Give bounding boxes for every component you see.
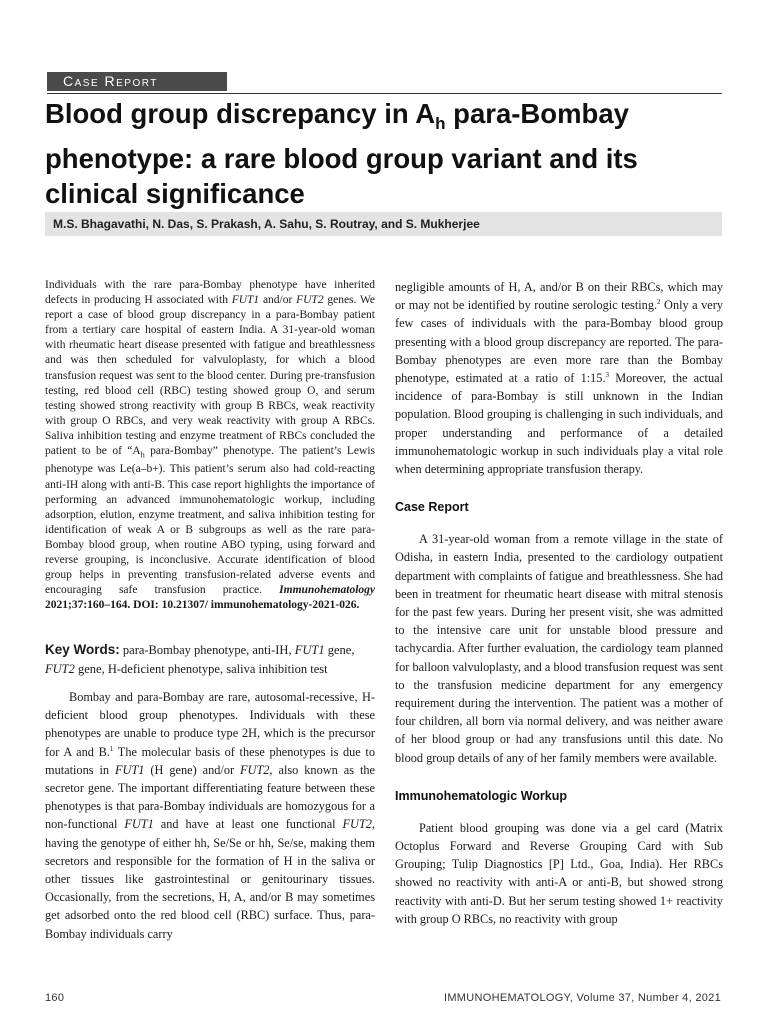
citation-journal: Immunohematology (279, 584, 376, 597)
keywords-gene-fut1: FUT1 (294, 643, 325, 657)
intro-block (45, 688, 375, 943)
author-list: M.S. Bhagavathi, N. Das, S. Prakash, A. Sahu, S. Routray, and S. Mukherjee (45, 212, 722, 236)
intro-text-6: having the genotype of either hh, Se/Se or hh, Se/se, making them secretors and responsible for the formation of H in the saliva or other tissues like gastrointestinal or genitourinary tissues. Occasionally, from the secretions, H, A, and/or B may sometimes get adsorbed onto the red blood cell (RBC) surface. Thus, para-Bombay individuals carry (45, 835, 375, 941)
ref-1: 1 (109, 744, 114, 753)
keywords-text-2: gene, (324, 643, 355, 657)
workup-heading: Immunohematologic Workup (395, 788, 567, 803)
intro-gene-fut1-b: FUT1 (124, 817, 154, 832)
keywords-text-3: gene, H-deficient phenotype, saliva inhibition test (74, 662, 328, 676)
keywords-gene-fut2: FUT2 (45, 662, 75, 676)
journal-footer: IMMUNOHEMATOLOGY, Volume 37, Number 4, 2021 (443, 992, 721, 1004)
intro-text-4: also known as the secretor gene. The important differentiating feature between these phenotypes is that para-Bombay individuals are homozygous for a non-functional (45, 762, 375, 832)
intro-text-3: (H gene) and/or (144, 762, 241, 777)
title-part1: Blood group discrepancy in A (45, 98, 436, 129)
right-intro-text-3: Moreover, the actual incidence of para-Bombay is still unknown in the Indian population. Blood grouping is challenging in such individuals, and proper understanding and performance of a detailed immunohematologic workup in such individuals play a vital role when determining appropriate transfusion therapy. (395, 371, 723, 477)
title-subscript: h (435, 114, 446, 133)
page-number: 160 (45, 992, 65, 1004)
intro-gene-fut1: FUT1 (115, 762, 145, 777)
abstract-text-b: genes. We report a case of blood group discrepancy in a para-Bombay patient from a tertiary care hospital of eastern India. A 31-year-old woman with rheumatic heart disease presented with fatigue and breathlessness and was then scheduled for valvuloplasty, for which a blood transfusion request was sent to the blood center. During pre-transfusion testing, red blood cell (RBC) testing showed group O, and serum testing showed strong reactivity with group B RBCs, weak reactivity with group O RBCs, and very weak reactivity with group A RBCs. Saliva inhibition testing and enzyme treatment of RBCs concluded the patient to be of “A (45, 294, 375, 458)
intro-gene-fut2-b: FUT2, (342, 817, 376, 832)
header-rule (47, 93, 722, 94)
abstract (45, 278, 375, 613)
intro-text-2: The molecular basis of these phenotypes is due to mutations in (45, 744, 375, 777)
keywords (45, 640, 375, 679)
abstract-subscript-h: h (140, 450, 145, 460)
title-part2: para-Bombay phenotype: a rare blood group variant and its clinical significance (45, 98, 638, 209)
right-column (395, 278, 723, 928)
right-intro-text-1: negligible amounts of H, A, and/or B on their RBCs, which may or may not be identified by routine serologic testing. (395, 280, 723, 313)
abstract-gene-fut2: FUT2 (296, 294, 324, 307)
keywords-text-1: para-Bombay phenotype, anti-IH, (119, 643, 295, 657)
ref-2: 2 (657, 298, 661, 307)
ref-3: 3 (605, 371, 610, 380)
abstract-text-a: Individuals with the rare para-Bombay phenotype have inherited defects in producing H associated with (45, 279, 375, 307)
right-intro-text-2: Only a very few cases of individuals with the para-Bombay blood group presenting with a blood group discrepancy are reported. The para-Bombay phenotypes are even more rare than the Bombay phenotype, estimated at a ratio of 1:15. (395, 298, 723, 386)
intro-paragraph (45, 688, 375, 943)
case-report-heading: Case Report (395, 500, 469, 515)
case-report-paragraph: A 31-year-old woman from a remote village in the state of Odisha, in eastern India, presented to the cardiology outpatient department with complaints of fatigue and breathlessness. She had been in treatment for rheumatic heart disease with mitral stenosis for the past few years. During her present visit, she was admitted to the intensive care unit for unstable blood pressure and tachycardia. After further evaluation, the cardiology team planned for balloon valvuloplasty, and a blood transfusion request was sent to the transfusion medicine department for any emergency requirement during the intervention. The patient was a mother of four children, all born via normal delivery, and was neither aware of her blood group or had any transfusions until this date. No blood group details of any of her family members were available. (395, 532, 723, 765)
intro-text-1: Bombay and para-Bombay are rare, autosomal-recessive, H-deficient blood group phenotypes. Individuals with these phenotypes are unable to produce type 2H, which is the precursor for A and B. (45, 690, 375, 759)
citation-details: 2021;37:160–164. DOI: 10.21307/ immunohematology-2021-026. (45, 599, 360, 612)
abstract-text-c: para-Bombay” phenotype. The patient’s Lewis phenotype was Le(a–b+). This patient’s serum also had cold-reacting anti-IH along with anti-B. This case report highlights the importance of performing an advanced immunohematologic workup, including adsorption, elution, enzyme treatment, and saliva inhibition testing for identification of weak A or B subgroups as well as the rare para-Bombay blood group, when routine ABO typing, using forward and reverse grouping, is inconclusive. Accurate identification of blood group helps in preventing transfusion-related adverse events and encouraging safe transfusion practice. (45, 445, 375, 597)
intro-text-5: and have at least one functional (153, 817, 343, 832)
workup-paragraph: Patient blood grouping was done via a gel card (Matrix Octoplus Forward and Reverse Grouping Card with Sub Grouping; Tulip Diagnostics [P] Ltd., Goa, India). Her RBCs showed no reactivity with anti-A or anti-B, but showed strong reactivity with anti-D. But her serum testing showed 1+ reactivity with group O RBCs, no reactivity with group (395, 820, 723, 926)
abstract-and-or: and/or (259, 294, 297, 307)
intro-gene-fut2: FUT2, (240, 762, 273, 777)
section-label: Case Report (47, 72, 227, 91)
right-intro-paragraph (395, 278, 723, 478)
keywords-label: Key Words: (45, 642, 120, 657)
article-title (45, 96, 725, 211)
left-column (45, 278, 375, 613)
abstract-gene-fut1: FUT1 (231, 294, 260, 307)
